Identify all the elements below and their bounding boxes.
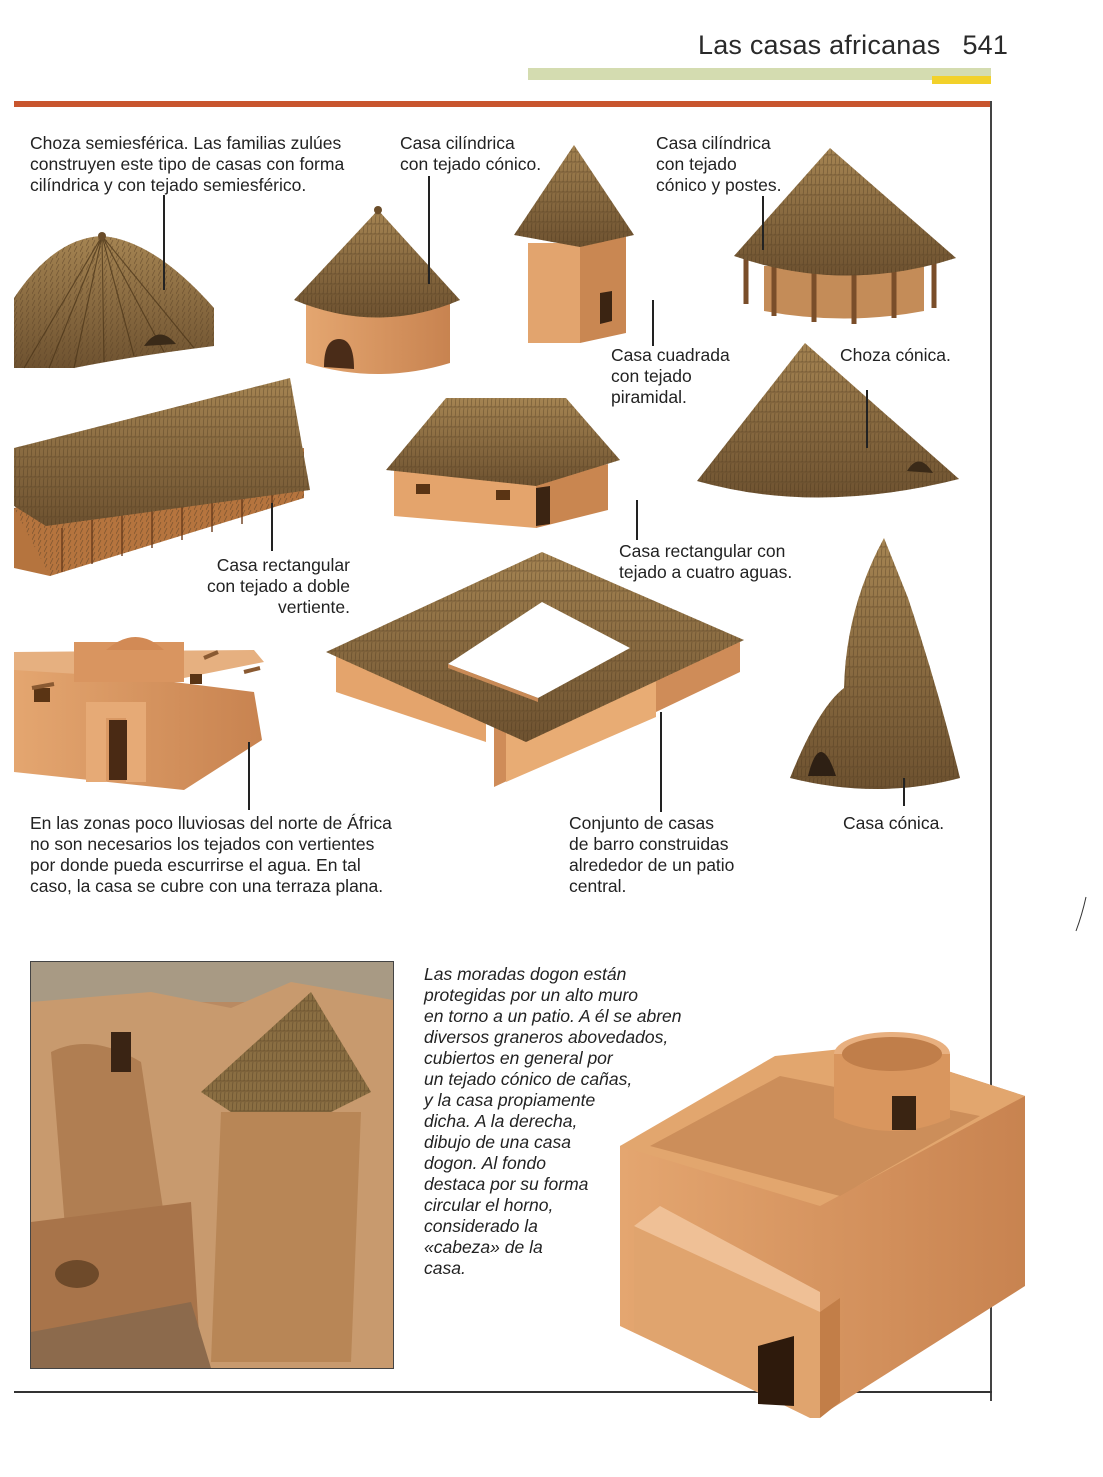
leader-line [428,176,430,284]
caption-rectangular-gable: Casa rectangular con tejado a doble vertiente. [206,555,350,617]
leader-line [271,503,273,551]
leader-line [636,500,638,540]
section-title: Las casas africanas [698,30,941,60]
header-yellow-bar [932,76,991,84]
cylindrical-conical-hut-illustration [294,205,462,383]
caption-cylindrical-posts: Casa cilíndrica con tejado cónico y postes. [656,133,782,195]
page-number: 541 [962,30,1009,60]
conical-hut-illustration [697,343,959,506]
leader-line [903,778,905,806]
hipped-roof-house-illustration [386,398,622,536]
tall-conical-house-illustration [788,538,964,792]
dogon-house-illustration [620,1026,1040,1426]
leader-line [248,742,250,810]
top-red-rule [14,101,992,107]
header-green-bar [528,68,991,80]
semispherical-hut-illustration [14,228,219,373]
caption-north-africa: En las zonas poco lluviosas del norte de África no son necesarios los tejados con vertientes por donde pueda escurrirse el agua. En tal caso, la casa se cubre con una terraza plana. [30,813,392,896]
caption-dogon: Las moradas dogon están protegidas por un alto muro en torno a un patio. A él se abren diversos graneros abovedados, cubiertos en general por un tejado cónico de cañas, y la casa propiamente dicha. A la derecha, dibujo de una casa dogon. Al fondo destaca por su forma circular el horno, considerado la «cabeza» de la casa. [424,964,682,1278]
caption-conical-hut: Choza cónica. [840,345,951,365]
leader-line [762,196,764,250]
scan-mark [1074,895,1088,935]
courtyard-compound-illustration [326,552,744,792]
rectangular-gable-house-illustration [14,378,311,578]
caption-square-pyramidal: Casa cuadrada con tejado piramidal. [611,345,730,407]
dogon-dwelling-photo [30,961,394,1369]
leader-line [163,195,165,290]
leader-line [866,390,868,448]
caption-semispherical-hut: Choza semiesférica. Las familias zulúes construyen este tipo de casas con forma cilíndrica y con tejado semiesférico. [30,133,345,195]
caption-conical-house: Casa cónica. [843,813,945,833]
caption-rectangular-hipped: Casa rectangular con tejado a cuatro aguas. [619,541,793,582]
caption-cylindrical-conical: Casa cilíndrica con tejado cónico. [400,133,542,174]
leader-line [652,300,654,346]
page-header [698,30,1008,61]
flat-roof-house-illustration [14,622,272,794]
caption-courtyard-compound: Conjunto de casas de barro construidas alrededor de un patio central. [569,813,735,896]
leader-line [660,712,662,812]
